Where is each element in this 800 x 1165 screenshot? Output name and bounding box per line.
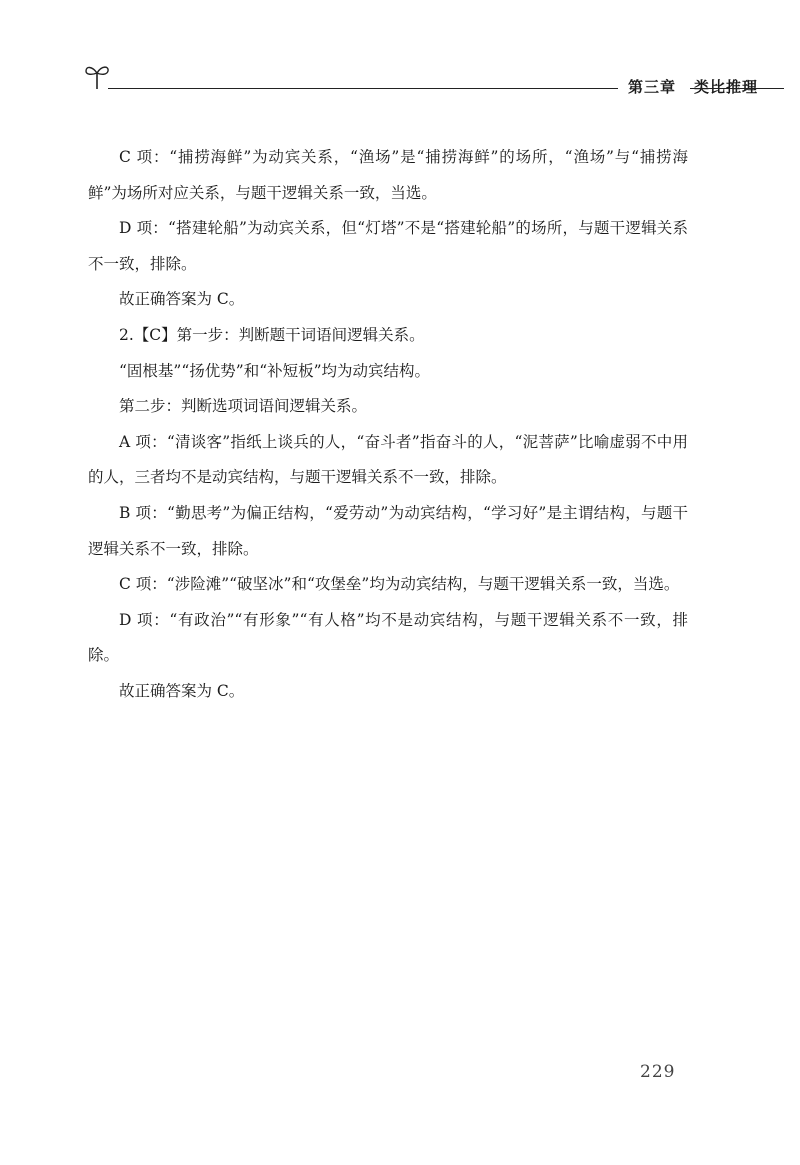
- chapter-heading: [628, 76, 758, 97]
- paragraph: C 项：“捕捞海鲜”为动宾关系，“渔场”是“捕捞海鲜”的场所，“渔场”与“捕捞海鲜”为场所对应关系，与题干逻辑关系一致，当选。: [88, 148, 688, 202]
- body-text: [88, 140, 688, 710]
- running-header: [84, 58, 784, 98]
- paragraph: “固根基”“扬优势”和“补短板”均为动宾结构。: [119, 361, 431, 380]
- chapter-title: 类比推理: [694, 78, 759, 96]
- header-rule-right: [690, 88, 784, 89]
- paragraph: B 项：“勤思考”为偏正结构，“爱劳动”为动宾结构，“学习好”是主谓结构，与题干逻辑关系不一致，排除。: [88, 503, 688, 558]
- paragraph: D 项：“搭建轮船”为动宾关系，但“灯塔”不是“搭建轮船”的场所，与题干逻辑关系不一致，排除。: [88, 219, 688, 273]
- header-rule-left: [108, 88, 618, 89]
- paragraph: A 项：“清谈客”指纸上谈兵的人，“奋斗者”指奋斗的人，“泥菩萨”比喻虚弱不中用的人，三者均不是动宾结构，与题干逻辑关系不一致，排除。: [88, 432, 688, 487]
- paragraph: D 项：“有政治”“有形象”“有人格”均不是动宾结构，与题干逻辑关系不一致，排除。: [88, 610, 688, 665]
- page-number: 229: [640, 1062, 676, 1082]
- paragraph: 2.【C】第一步：判断题干词语间逻辑关系。: [119, 325, 425, 344]
- paragraph: 故正确答案为 C。: [119, 290, 245, 309]
- paragraph: 第二步：判断选项词语间逻辑关系。: [119, 397, 368, 416]
- paragraph: 故正确答案为 C。: [119, 681, 245, 700]
- sprout-icon: [84, 62, 110, 90]
- paragraph: C 项：“涉险滩”“破坚冰”和“攻堡垒”均为动宾结构，与题干逻辑关系一致，当选。: [119, 575, 680, 594]
- chapter-label: 第三章: [628, 78, 677, 96]
